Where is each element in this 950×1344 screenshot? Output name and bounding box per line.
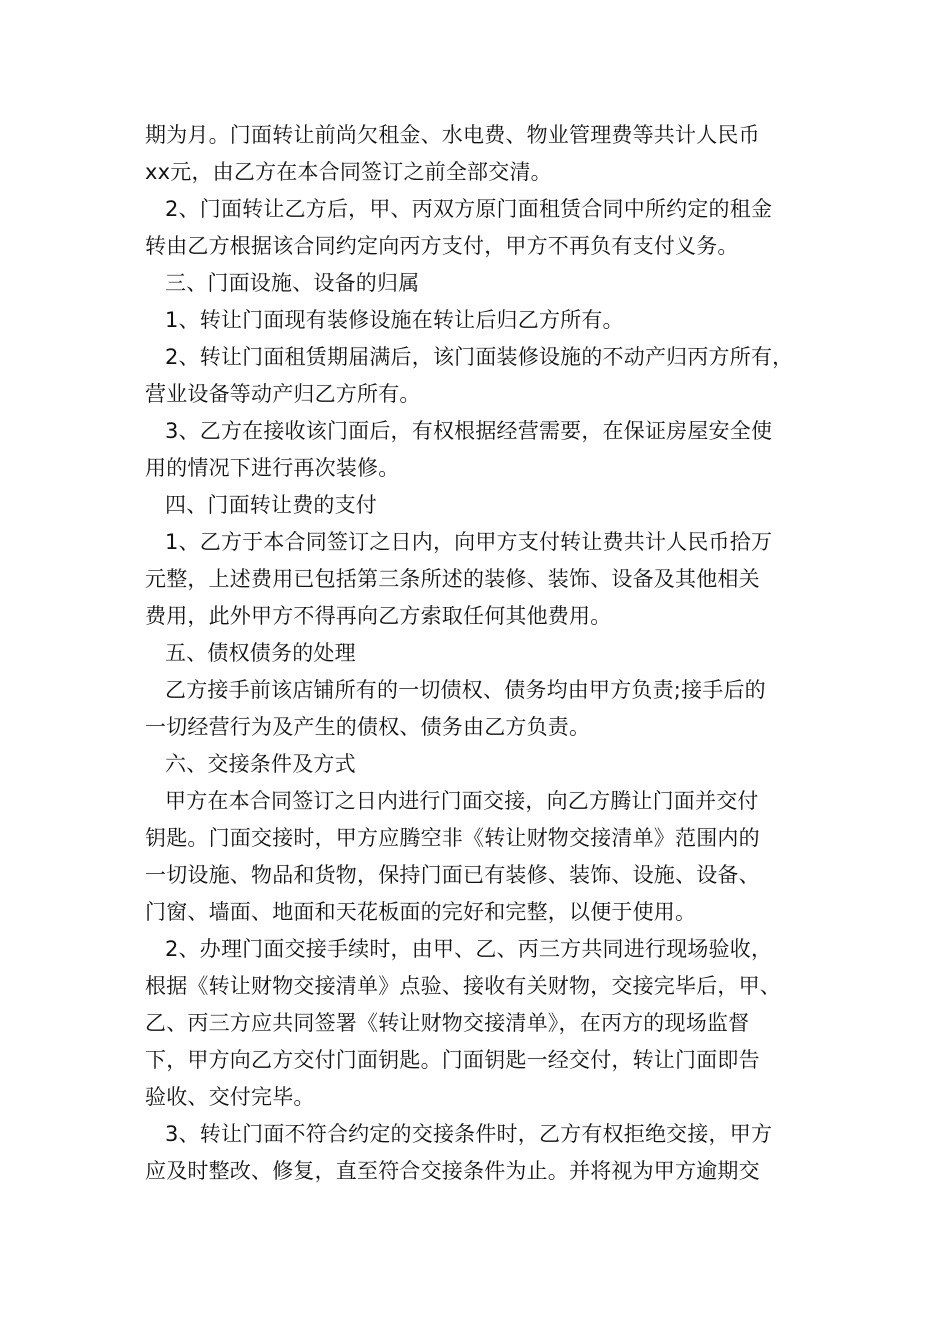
text-line: 根据《转让财物交接清单》点验、接收有关财物，交接完毕后，甲、: [145, 974, 781, 998]
text-line: 2、门面转让乙方后，甲、丙双方原门面租赁合同中所约定的租金: [165, 197, 773, 221]
text-line: 乙、丙三方应共同签署《转让财物交接清单》，在丙方的现场监督: [145, 1011, 750, 1035]
text-line: 乙方接手前该店铺所有的一切债权、债务均由甲方负责;接手后的: [165, 678, 766, 702]
document-body: [145, 117, 815, 1190]
text-line: 元整，上述费用已包括第三条所述的装修、装饰、设备及其他相关: [145, 567, 760, 591]
text-line: 3、乙方在接收该门面后，有权根据经营需要，在保证房屋安全使: [165, 419, 773, 443]
text-line: 用的情况下进行再次装修。: [145, 456, 400, 480]
text-line: 一切经营行为及产生的债权、债务由乙方负责。: [145, 715, 591, 739]
text-line: 验收、交付完毕。: [145, 1085, 315, 1109]
text-line: 期为月。门面转让前尚欠租金、水电费、物业管理费等共计人民币: [145, 123, 760, 147]
text-line: 2、转让门面租赁期届满后，该门面装修设施的不动产归丙方所有，: [165, 345, 794, 369]
text-line: xx元，由乙方在本合同签订之前全部交清。: [145, 160, 552, 184]
section-heading: 五、债权债务的处理: [165, 641, 356, 665]
text-line: 门窗、墙面、地面和天花板面的完好和完整，以便于使用。: [145, 900, 697, 924]
text-line: 钥匙。门面交接时，甲方应腾空非《转让财物交接清单》范围内的: [145, 826, 760, 850]
text-line: 1、乙方于本合同签订之日内，向甲方支付转让费共计人民币拾万: [165, 530, 773, 554]
text-line: 一切设施、物品和货物，保持门面已有装修、装饰、设施、设备、: [145, 863, 760, 887]
section-heading: 四、门面转让费的支付: [165, 493, 377, 517]
text-line: 1、转让门面现有装修设施在转让后归乙方所有。: [165, 308, 624, 332]
text-line: 营业设备等动产归乙方所有。: [145, 382, 421, 406]
text-line: 2、办理门面交接手续时，由甲、乙、丙三方共同进行现场验收，: [165, 937, 773, 961]
text-line: 甲方在本合同签订之日内进行门面交接，向乙方腾让门面并交付: [165, 789, 759, 813]
section-heading: 三、门面设施、设备的归属: [165, 271, 420, 295]
text-line: 转由乙方根据该合同约定向丙方支付，甲方不再负有支付义务。: [145, 234, 739, 258]
text-line: 3、转让门面不符合约定的交接条件时，乙方有权拒绝交接，甲方: [165, 1122, 773, 1146]
text-line: 下，甲方向乙方交付门面钥匙。门面钥匙一经交付，转让门面即告: [145, 1048, 760, 1072]
text-line: 费用，此外甲方不得再向乙方索取任何其他费用。: [145, 604, 612, 628]
section-heading: 六、交接条件及方式: [165, 752, 356, 776]
text-line: 应及时整改、修复，直至符合交接条件为止。并将视为甲方逾期交: [145, 1159, 760, 1183]
